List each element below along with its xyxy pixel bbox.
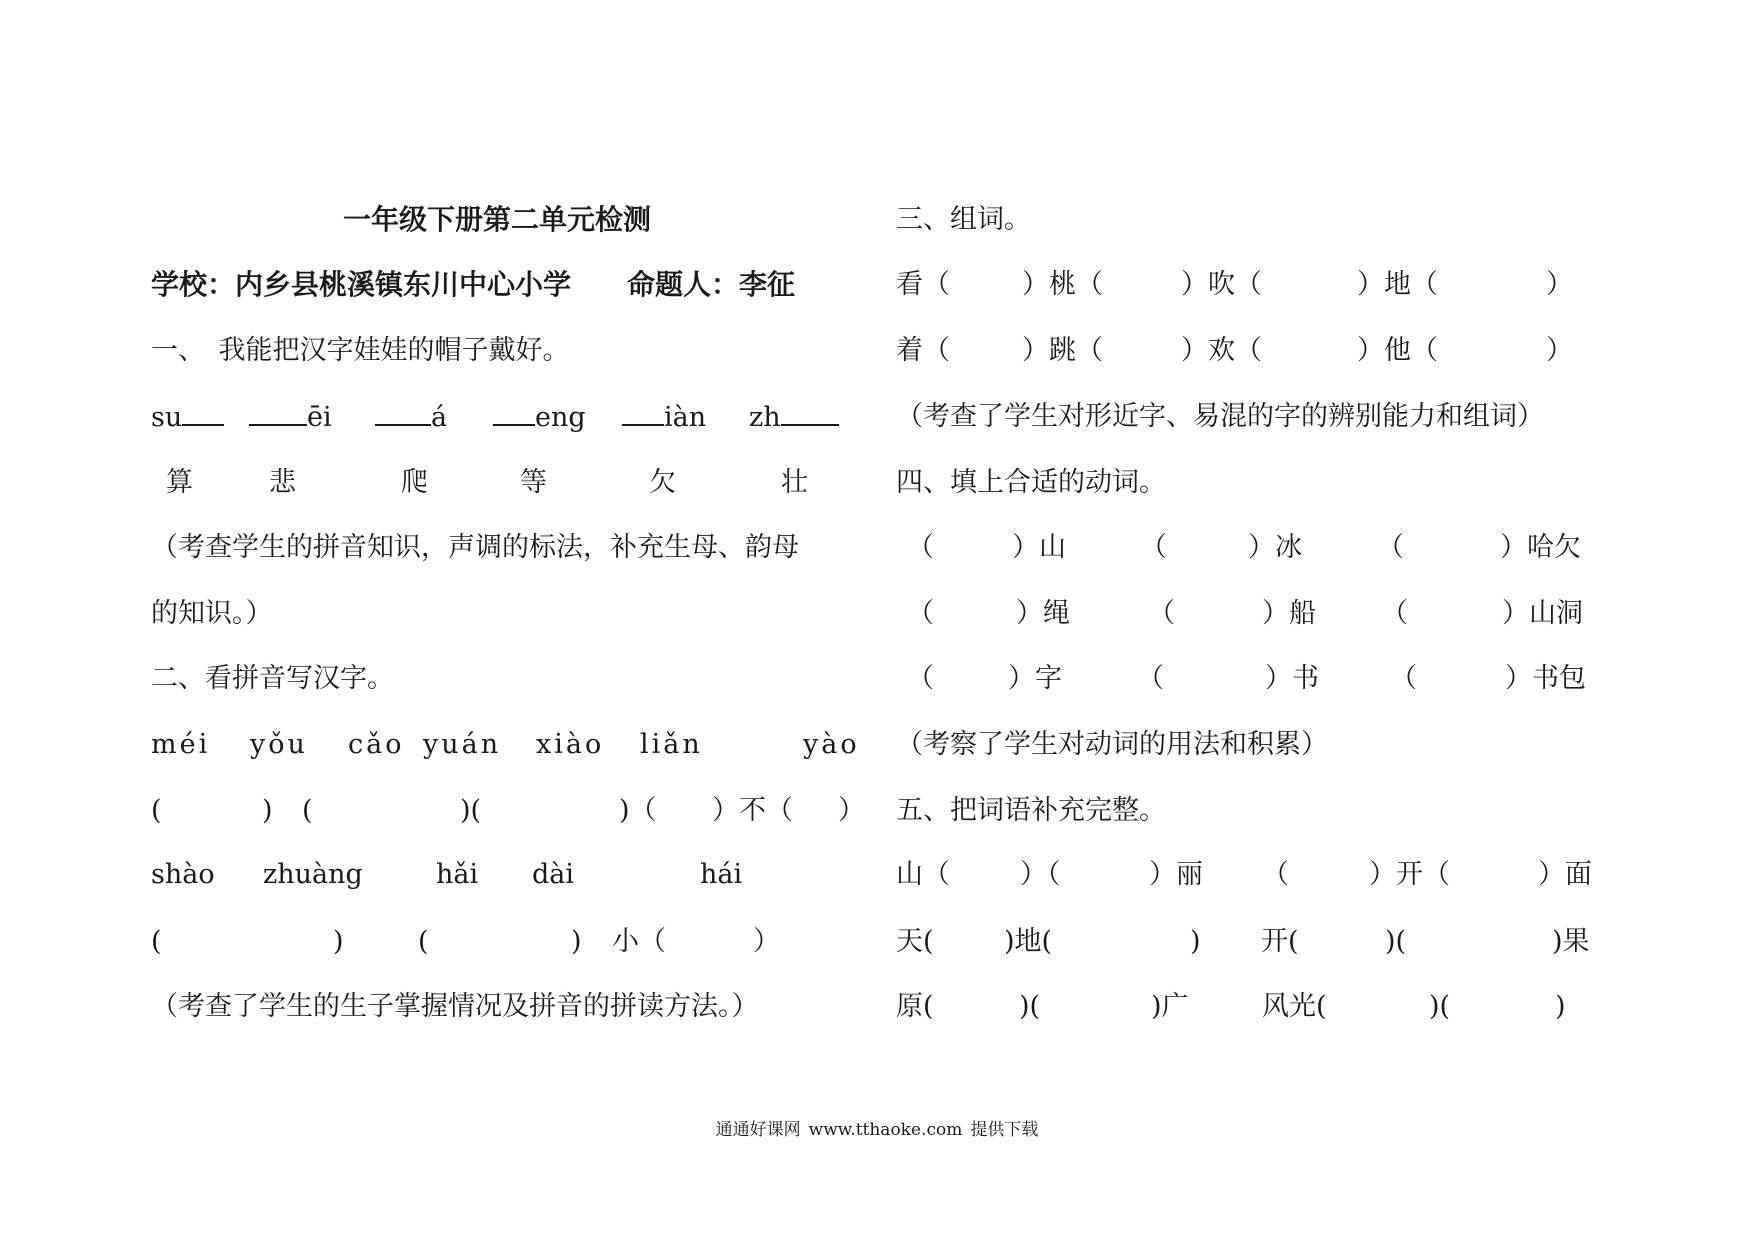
hanzi-char: 壮 [781, 467, 808, 498]
idiom-item[interactable]: )( [1385, 926, 1407, 957]
school-line: 学校：内乡县桃溪镇东川中心小学 命题人：李征 [151, 268, 796, 301]
verb-blank-open[interactable]: （ [1390, 663, 1417, 694]
verb-blank-open[interactable]: （ [1377, 532, 1404, 563]
pinyin-word: yào [803, 729, 860, 760]
pinyin-word: yǒu [250, 729, 308, 760]
verb-blank-open[interactable]: （ [907, 532, 934, 563]
verb-blank-open[interactable]: （ [1137, 663, 1164, 694]
answer-blank[interactable] [375, 400, 431, 426]
word-item[interactable]: ） [1546, 335, 1573, 366]
idiom-item[interactable]: )地( [1004, 926, 1053, 957]
pinyin-word: shào [151, 859, 215, 890]
idiom-item[interactable]: 天( [896, 926, 934, 957]
word-item[interactable]: 看（ [896, 269, 950, 300]
answer-box-open[interactable]: ( [418, 926, 429, 957]
pinyin-item: á [375, 400, 447, 435]
word-item[interactable]: ）吹（ [1181, 269, 1262, 300]
answer-box-sep[interactable]: )（ [619, 795, 657, 826]
section-3-note: （考查了学生对形近字、易混的字的辨别能力和组词） [896, 401, 1544, 432]
verb-blank-open[interactable]: （ [1148, 598, 1175, 629]
idiom-item[interactable]: ）开（ [1369, 859, 1450, 890]
verb-blank-close[interactable]: ）哈欠 [1500, 532, 1581, 563]
page-title: 一年级下册第二单元检测 [343, 203, 652, 236]
answer-blank[interactable] [781, 400, 839, 426]
footer-url[interactable]: www.tthaoke.com [808, 1120, 963, 1140]
idiom-item[interactable]: ）（ [1020, 859, 1061, 890]
verb-blank-open[interactable]: （ [907, 598, 934, 629]
answer-box-close[interactable]: ） [753, 926, 780, 957]
idiom-item[interactable]: 山（ [896, 859, 950, 890]
answer-blank[interactable] [182, 400, 224, 426]
hanzi-char: 爬 [401, 467, 428, 498]
idiom-item[interactable]: )( [1429, 991, 1451, 1022]
pinyin-item: ēi [249, 400, 332, 435]
idiom-item[interactable]: ）丽 [1149, 859, 1203, 890]
answer-blank[interactable] [249, 400, 307, 426]
verb-blank-close[interactable]: ）字 [1008, 663, 1062, 694]
word-item[interactable]: 着（ [896, 335, 950, 366]
pinyin-word: cǎo [348, 729, 405, 760]
answer-box-open[interactable]: ( [302, 795, 313, 826]
pinyin-word: xiào [536, 729, 605, 760]
pinyin-item: zh [749, 400, 839, 435]
verb-blank-close[interactable]: ）山洞 [1502, 598, 1583, 629]
verb-blank-close[interactable]: ）书包 [1505, 663, 1586, 694]
verb-blank-close[interactable]: ）船 [1262, 598, 1316, 629]
idiom-item[interactable]: ) [1190, 926, 1201, 957]
idiom-item[interactable]: 风光( [1262, 991, 1327, 1022]
idiom-item[interactable]: ）面 [1538, 859, 1592, 890]
idiom-item[interactable]: 原( [896, 991, 934, 1022]
pinyin-word: hǎi [436, 859, 479, 890]
pinyin-item: su [151, 400, 224, 435]
word-item[interactable]: ）他（ [1357, 335, 1438, 366]
answer-blank[interactable] [622, 400, 664, 426]
pinyin-word: yuán [423, 729, 502, 760]
hanzi-char: 算 [166, 467, 193, 498]
answer-blank[interactable] [493, 400, 535, 426]
answer-box-sep[interactable]: )( [460, 795, 482, 826]
hanzi-char: 悲 [269, 467, 296, 498]
word-item[interactable]: ）桃（ [1022, 269, 1103, 300]
word-item[interactable]: ）地（ [1357, 269, 1438, 300]
section-4-note: （考察了学生对动词的用法和积累） [896, 729, 1328, 760]
section-3-heading: 三、组词。 [896, 204, 1031, 235]
word-item[interactable]: ）跳（ [1022, 335, 1103, 366]
verb-blank-open[interactable]: （ [1381, 598, 1408, 629]
word-item[interactable]: ）欢（ [1181, 335, 1262, 366]
verb-blank-close[interactable]: ）书 [1265, 663, 1319, 694]
pinyin-word: hái [700, 859, 743, 890]
verb-blank-close[interactable]: ）绳 [1016, 598, 1070, 629]
page-footer [0, 1119, 1754, 1141]
answer-box-open[interactable]: ( [151, 926, 162, 957]
pinyin-item: iàn [622, 400, 706, 435]
hanzi-char: 欠 [649, 467, 676, 498]
section-2-heading: 二、看拼音写汉字。 [151, 663, 394, 694]
idiom-item[interactable]: )广 [1151, 991, 1189, 1022]
section-4-heading: 四、填上合适的动词。 [896, 467, 1166, 498]
word-item[interactable]: ） [1546, 269, 1573, 300]
verb-blank-open[interactable]: （ [1140, 532, 1167, 563]
pinyin-word: liǎn [640, 729, 703, 760]
idiom-item[interactable]: ) [1555, 991, 1566, 1022]
section-1-note-cont: 的知识。） [151, 598, 273, 629]
section-1-note: （考查学生的拼音知识，声调的标法，补充生母、韵母 [151, 532, 799, 563]
footer-site-name: 通通好课网 [715, 1120, 801, 1140]
pinyin-item: eng [493, 400, 586, 435]
pinyin-word: zhuàng [263, 859, 363, 890]
answer-box-close[interactable]: ) [333, 926, 344, 957]
idiom-item[interactable]: 开( [1261, 926, 1299, 957]
section-2-note: （考查了学生的生子掌握情况及拼音的拼读方法。） [151, 991, 759, 1022]
hanzi-char: 等 [520, 467, 547, 498]
idiom-item[interactable]: )( [1019, 991, 1041, 1022]
pinyin-word: méi [151, 729, 211, 760]
answer-box-close[interactable]: ） [838, 795, 865, 826]
verb-blank-close[interactable]: ）山 [1012, 532, 1066, 563]
answer-box-close[interactable]: ) [262, 795, 273, 826]
idiom-item[interactable]: （ [1262, 859, 1289, 890]
footer-suffix: 提供下载 [970, 1120, 1039, 1140]
answer-box-close[interactable]: ) [571, 926, 582, 957]
verb-blank-open[interactable]: （ [907, 663, 934, 694]
answer-box-open[interactable]: 小（ [612, 926, 666, 957]
section-1-heading: 一、 我能把汉字娃娃的帽子戴好。 [151, 335, 570, 366]
answer-box-sep[interactable]: ）不（ [712, 795, 793, 826]
idiom-item[interactable]: )果 [1552, 926, 1590, 957]
verb-blank-close[interactable]: ）冰 [1248, 532, 1302, 563]
answer-box-open[interactable]: ( [151, 795, 162, 826]
pinyin-word: dài [532, 859, 575, 890]
section-5-heading: 五、把词语补充完整。 [896, 795, 1166, 826]
